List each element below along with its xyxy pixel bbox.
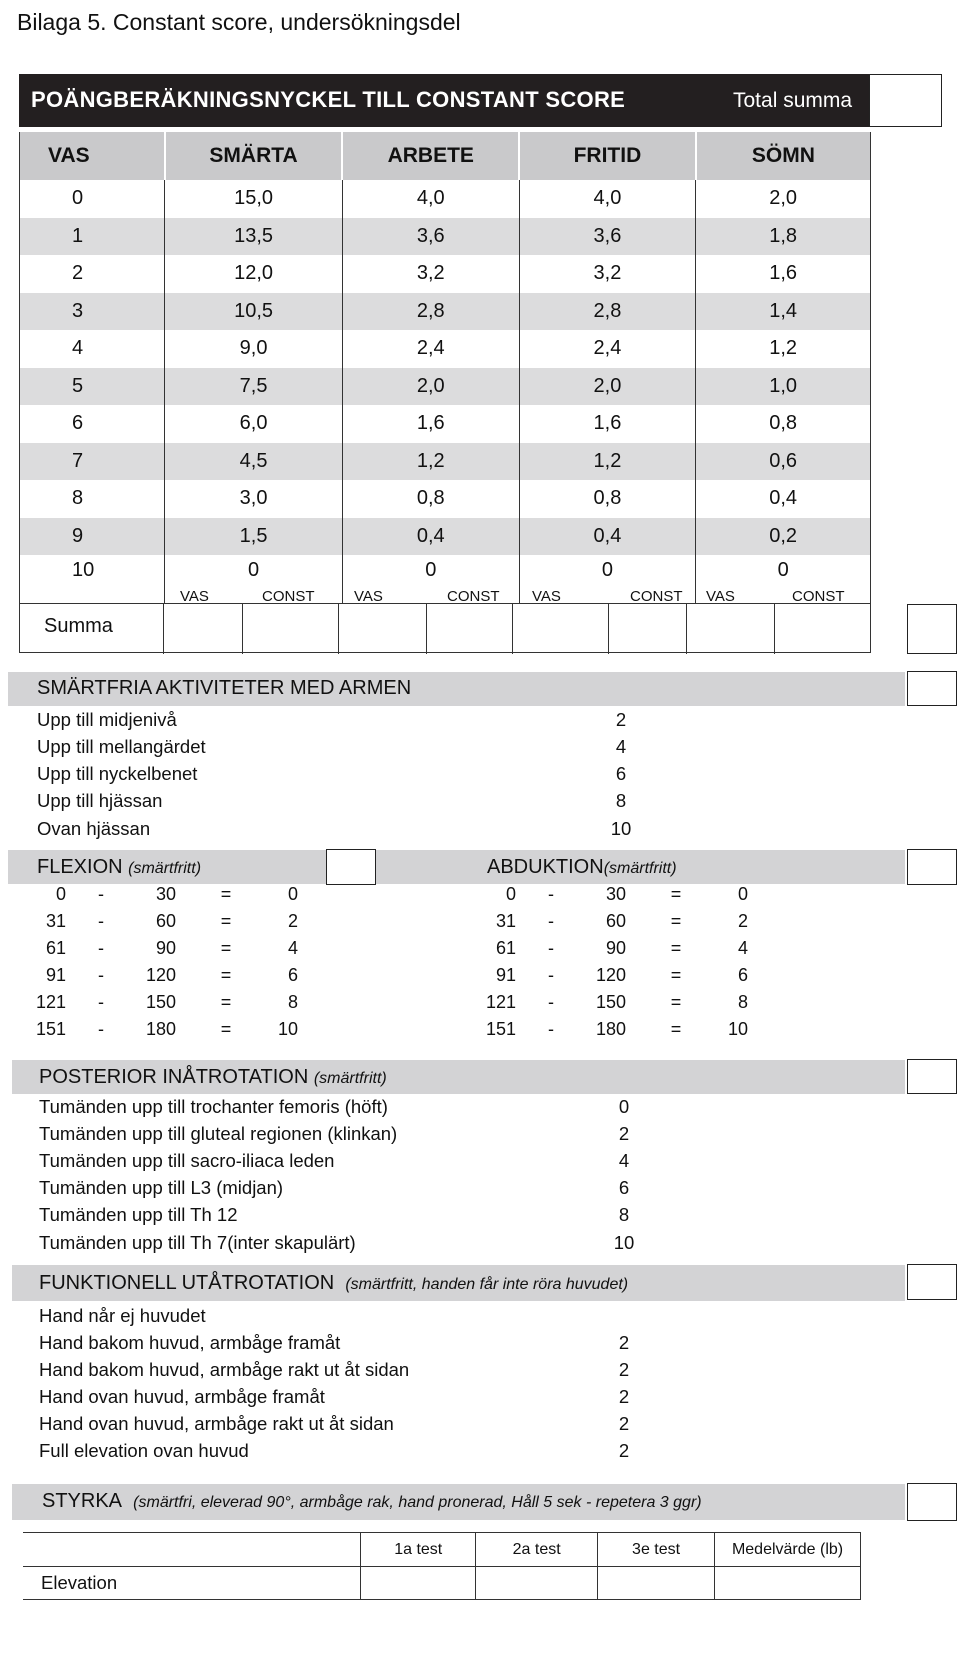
col-header-fritid: FRITID [519,132,696,180]
table-row [20,405,871,443]
table-row [20,255,871,293]
flexion-range-equals: = [220,938,232,958]
painfree-item-label: Ovan hjässan [37,818,151,839]
table-row [20,480,871,518]
cell: 7,5 [165,368,343,406]
col-header-somn: SÖMN [696,132,871,180]
vas-sublabel: VAS [180,588,209,605]
posterior-item-label: Tumänden upp till sacro-iliaca leden [39,1150,335,1171]
abduction-range-points: 0 [737,884,748,904]
abduction-range-from: 121 [485,992,516,1012]
functional-item-label: Full elevation ovan huvud [39,1440,249,1461]
painfree-item-value: 6 [615,763,627,784]
flexion-range-from: 0 [55,884,66,904]
flexion-range-points: 6 [287,965,298,985]
abduction-range-dash: - [548,884,554,904]
abduction-range-equals: = [670,965,682,985]
abduction-range-from: 61 [495,938,516,958]
painfree-item-label: Upp till mellangärdet [37,736,206,757]
col-header-arbete: ARBETE [342,132,519,180]
abduction-range-equals: = [670,992,682,1012]
cell: 3,0 [165,480,343,518]
flexion-range-dash: - [98,965,104,985]
abduction-range-dash: - [548,992,554,1012]
cell: 1,5 [165,518,343,556]
cell: 2,4 [342,330,519,368]
flexion-note: (smärtfritt) [128,860,202,877]
abduction-range-to: 30 [605,884,626,904]
cell: 4,5 [165,443,343,481]
cell-vas: 1 [20,218,165,256]
flexion-range-to: 60 [155,911,176,931]
flexion-range-dash: - [98,1019,104,1039]
posterior-item-label: Tumänden upp till trochanter femoris (höft) [39,1096,388,1117]
strength-mean-field[interactable] [715,1567,861,1600]
strength-header-row [23,1533,861,1567]
cell: 13,5 [165,218,343,256]
flexion-range-to: 150 [145,992,176,1012]
vas-sublabel: VAS [706,588,735,605]
cell: 15,0 [165,180,343,218]
const-sublabel: CONST [630,588,683,605]
table-row [20,443,871,481]
cell: 2,8 [342,293,519,331]
cell-vas: 7 [20,443,165,481]
strength-title: STYRKA (smärtfri, eleverad 90°, armbåge rak, hand pronerad, Håll 5 sek - repetera 3 ggr) [42,1490,702,1512]
abduction-range-to: 60 [605,911,626,931]
cell: 0,8 [519,480,696,518]
vas-sublabel: VAS [532,588,561,605]
table-row [20,518,871,556]
abduction-range-points: 10 [727,1019,748,1039]
abduction-range-from: 151 [485,1019,516,1039]
flexion-range-to: 90 [155,938,176,958]
abduction-range-to: 90 [605,938,626,958]
abduction-range-to: 180 [595,1019,626,1039]
summa-label: Summa [44,615,113,637]
cell-vas: 8 [20,480,165,518]
flexion-title: FLEXION (smärtfritt) [37,856,202,878]
posterior-item-value: 6 [618,1177,630,1198]
flexion-range-points: 2 [287,911,298,931]
posterior-item-value: 8 [618,1204,630,1225]
total-sum-field[interactable] [869,74,942,127]
abduction-range-dash: - [548,1019,554,1039]
strength-note: (smärtfri, eleverad 90°, armbåge rak, hand pronerad, Håll 5 sek - repetera 3 ggr) [133,1494,702,1511]
flexion-range-points: 4 [287,938,298,958]
painfree-item-value: 10 [610,818,632,839]
cell: 1,0 [696,368,871,406]
cell: 4,0 [342,180,519,218]
flexion-range-points: 0 [287,884,298,904]
divider [242,604,243,654]
flexion-range-points: 8 [287,992,298,1012]
painfree-item-value: 4 [615,736,627,757]
cell: 1,6 [519,405,696,443]
score-key-header [19,74,869,127]
cell: 1,2 [342,443,519,481]
functional-item-value: 2 [618,1386,630,1407]
strength-col-test2: 2a test [476,1533,598,1567]
const-sublabel: CONST [262,588,315,605]
strength-test1-field[interactable] [361,1567,476,1600]
strength-row-label: Elevation [23,1567,361,1600]
table-row [20,218,871,256]
cell: 0,4 [519,518,696,556]
cell: 2,8 [519,293,696,331]
posterior-item-label: Tumänden upp till Th 12 [39,1204,238,1225]
abduction-range-equals: = [670,938,682,958]
cell: 1,2 [519,443,696,481]
flexion-range-equals: = [220,965,232,985]
total-sum-label: Total summa [733,89,853,112]
strength-table-wrap [23,1532,861,1600]
col-header-vas: VAS [20,132,165,180]
summa-row [19,603,871,653]
posterior-item-value: 0 [618,1096,630,1117]
flexion-range-from: 151 [35,1019,66,1039]
abduction-range-to: 120 [595,965,626,985]
functional-item-value: 2 [618,1359,630,1380]
const-sublabel: CONST [792,588,845,605]
cell: 2,0 [769,187,798,210]
posterior-item-value: 10 [613,1232,635,1253]
abduction-range-dash: - [548,965,554,985]
cell: 1,2 [769,337,798,360]
cell: 4,0 [519,180,696,218]
abduction-range-points: 4 [737,938,748,958]
painfree-item-label: Upp till midjenivå [37,709,177,730]
abduction-range-equals: = [670,884,682,904]
flexion-range-dash: - [98,911,104,931]
posterior-item-value: 4 [618,1150,630,1171]
functional-item-label: Hand bakom huvud, armbåge framåt [39,1332,341,1353]
flexion-range-equals: = [220,911,232,931]
divider [426,604,427,654]
painfree-item-value: 8 [615,790,627,811]
cell: 3,2 [342,255,519,293]
flexion-range-to: 30 [155,884,176,904]
cell: 0 [519,555,696,603]
functional-note: (smärtfritt, handen får inte röra huvudet) [345,1276,629,1293]
score-key-title: POÄNGBERÄKNINGSNYCKEL TILL CONSTANT SCORE [31,87,626,112]
flexion-range-to: 120 [145,965,176,985]
divider [608,604,609,654]
abduction-note: (smärtfritt) [603,860,677,877]
flexion-range-from: 121 [35,992,66,1012]
flexion-range-equals: = [220,992,232,1012]
cell: 0,4 [769,487,798,510]
strength-elevation-row [23,1567,861,1600]
cell: 2,4 [519,330,696,368]
functional-item-label: Hand bakom huvud, armbåge rakt ut åt sidan [39,1359,410,1380]
posterior-item-value: 2 [618,1123,630,1144]
painfree-title: SMÄRTFRIA AKTIVITETER MED ARMEN [37,677,412,699]
abduction-range-points: 2 [737,911,748,931]
functional-item-label: Hand ovan huvud, armbåge rakt ut åt sidan [39,1413,394,1434]
functional-score-field[interactable] [907,1264,957,1300]
cell-vas: 6 [20,405,165,443]
cell: 3,6 [519,218,696,256]
col-header-smarta: SMÄRTA [165,132,343,180]
painfree-item-label: Upp till nyckelbenet [37,763,198,784]
strength-col-test1: 1a test [361,1533,476,1567]
cell: 1,6 [342,405,519,443]
strength-col-mean: Medelvärde (lb) [715,1533,861,1567]
divider [512,604,513,654]
cell: 2,0 [519,368,696,406]
functional-item-label: Hand når ej huvudet [39,1305,206,1326]
table-row [20,180,871,218]
painfree-item-value: 2 [615,709,627,730]
table-row [20,368,871,406]
flexion-range-equals: = [220,884,232,904]
cell: 9,0 [165,330,343,368]
flexion-range-dash: - [98,884,104,904]
cell: 0,8 [769,412,798,435]
abduction-range-from: 31 [495,911,516,931]
abduction-title: ABDUKTION(smärtfritt) [487,856,677,878]
flexion-score-field[interactable] [326,849,376,885]
cell-vas: 5 [20,368,165,406]
cell: 1,4 [696,293,871,331]
cell-vas: 0 [20,180,165,218]
abduction-range-dash: - [548,911,554,931]
abduction-score-field[interactable] [907,849,957,885]
flexion-range-dash: - [98,938,104,958]
functional-item-value: 2 [618,1413,630,1434]
cell: 3,2 [519,255,696,293]
painfree-item-label: Upp till hjässan [37,790,163,811]
const-sublabel: CONST [447,588,500,605]
flexion-range-from: 61 [45,938,66,958]
document-title: Bilaga 5. Constant score, undersökningsdel [17,9,461,35]
cell: 3,6 [342,218,519,256]
divider [686,604,687,654]
vas-sublabel: VAS [354,588,383,605]
score-table [19,132,871,603]
cell: 0,6 [696,443,871,481]
table-row [20,330,871,368]
flexion-range-equals: = [220,1019,232,1039]
flexion-range-from: 31 [45,911,66,931]
abduction-range-equals: = [670,911,682,931]
cell-vas: 3 [20,293,165,331]
cell: 0 [165,555,343,603]
cell-vas: 4 [20,330,165,368]
cell-vas: 2 [20,255,165,293]
posterior-item-label: Tumänden upp till Th 7(inter skapulärt) [39,1232,356,1253]
functional-item-value: 2 [618,1332,630,1353]
cell: 1,8 [696,218,871,256]
strength-test3-field[interactable] [598,1567,715,1600]
functional-item-value: 2 [618,1440,630,1461]
painfree-score-field[interactable] [907,671,957,706]
strength-header-blank [23,1533,361,1567]
abduction-range-to: 150 [595,992,626,1012]
cell: 0,4 [342,518,519,556]
cell: 2,0 [342,368,519,406]
posterior-item-label: Tumänden upp till L3 (midjan) [39,1177,284,1198]
abduction-range-from: 91 [495,965,516,985]
cell: 12,0 [165,255,343,293]
strength-score-field[interactable] [907,1483,957,1521]
summa-total-field[interactable] [907,604,957,654]
abduction-range-equals: = [670,1019,682,1039]
cell: 6,0 [165,405,343,443]
posterior-item-label: Tumänden upp till gluteal regionen (klinkan) [39,1123,398,1144]
posterior-note: (smärtfritt) [313,1070,387,1087]
strength-table [23,1532,861,1600]
cell-vas: 10 [20,555,165,603]
strength-test2-field[interactable] [476,1567,598,1600]
abduction-range-dash: - [548,938,554,958]
cell: 0 [777,559,789,581]
divider [338,604,339,654]
strength-col-test3: 3e test [598,1533,715,1567]
score-table-wrap [19,132,871,603]
table-row [20,293,871,331]
cell: 10,5 [165,293,343,331]
abduction-range-from: 0 [505,884,516,904]
flexion-range-from: 91 [45,965,66,985]
divider [774,604,775,654]
functional-title: FUNKTIONELL UTÅTROTATION (smärtfritt, handen får inte röra huvudet) [39,1272,629,1294]
flexion-range-points: 10 [277,1019,298,1039]
flexion-range-dash: - [98,992,104,1012]
cell: 0,8 [342,480,519,518]
posterior-title: POSTERIOR INÅTROTATION (smärtfritt) [39,1066,387,1088]
cell: 0,2 [696,518,871,556]
abduction-range-points: 8 [737,992,748,1012]
cell-vas: 9 [20,518,165,556]
functional-item-label: Hand ovan huvud, armbåge framåt [39,1386,325,1407]
posterior-score-field[interactable] [907,1059,957,1094]
abduction-range-points: 6 [737,965,748,985]
table-row [20,555,871,603]
flexion-range-to: 180 [145,1019,176,1039]
cell: 0 [342,555,519,603]
cell: 1,6 [769,262,798,285]
divider [163,604,164,654]
